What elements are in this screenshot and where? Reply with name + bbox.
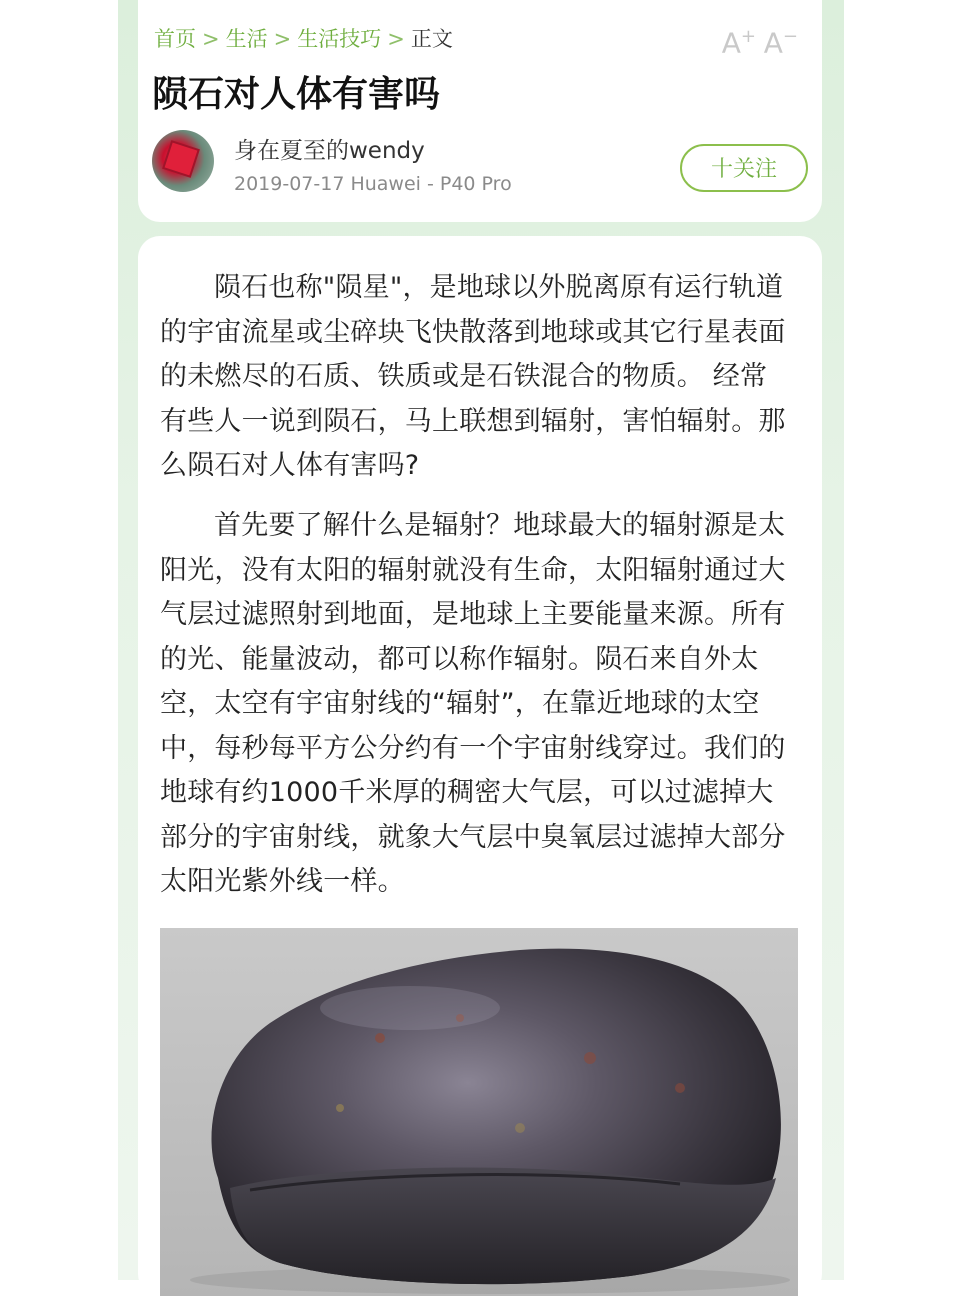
article-header-card <box>138 0 822 222</box>
article-body-card <box>138 236 822 1296</box>
avatar-cube-icon <box>165 143 198 176</box>
article-title: 陨石对人体有害吗 <box>152 74 441 115</box>
breadcrumb-home[interactable]: 首页 <box>154 27 196 51</box>
breadcrumb-current: 正文 <box>410 27 453 51</box>
font-decrease-icon: A <box>763 26 783 60</box>
post-meta: 2019-07-17 Huawei - P40 Pro <box>234 173 512 195</box>
app-screen <box>118 0 844 1280</box>
article-paragraph-2: 首先要了解什么是辐射？地球最大的辐射源是太阳光，没有太阳的辐射就没有生命，太阳辐射通过大气层过滤照射到地面，是地球上主要能量来源。所有的光、能量波动，都可以称作辐射。陨石来自外太空，太空有宇宙射线的“辐射”，在靠近地球的太空中，每秒每平方公分约有一个宇宙射线穿过。我们的地球有约1000千米厚的稠密大气层，可以过滤掉大部分的宇宙射线，就象大气层中臭氧层过滤掉大部分太阳光紫外线一样。 <box>160 510 786 897</box>
article-paragraph-1: 陨石也称"陨星"，是地球以外脱离原有运行轨道的宇宙流星或尘碎块飞快散落到地球或其它行星表面的未燃尽的石质、铁质或是石铁混合的物质。 经常有些人一说到陨石，马上联想到辐射，害怕辐射。那么陨石对人体有害吗? <box>160 272 786 481</box>
font-increase-button[interactable] <box>722 20 756 60</box>
font-increase-icon: A <box>721 26 741 60</box>
meteorite-photo[interactable] <box>160 928 798 1296</box>
meteorite-rock-icon <box>160 928 798 1296</box>
breadcrumb-life[interactable]: 生活 <box>225 27 268 51</box>
font-decrease-button[interactable] <box>764 20 798 60</box>
follow-button[interactable]: 十关注 <box>680 144 808 192</box>
minus-mark: − <box>782 26 798 47</box>
plus-mark: + <box>740 26 756 47</box>
author-name[interactable]: 身在夏至的wendy <box>234 138 425 164</box>
breadcrumb-separator: > <box>273 27 292 51</box>
avatar[interactable] <box>152 130 214 192</box>
breadcrumb-life-tips[interactable]: 生活技巧 <box>297 27 382 51</box>
breadcrumb-separator: > <box>387 27 405 51</box>
breadcrumb <box>154 24 453 54</box>
breadcrumb-separator: > <box>202 27 220 51</box>
